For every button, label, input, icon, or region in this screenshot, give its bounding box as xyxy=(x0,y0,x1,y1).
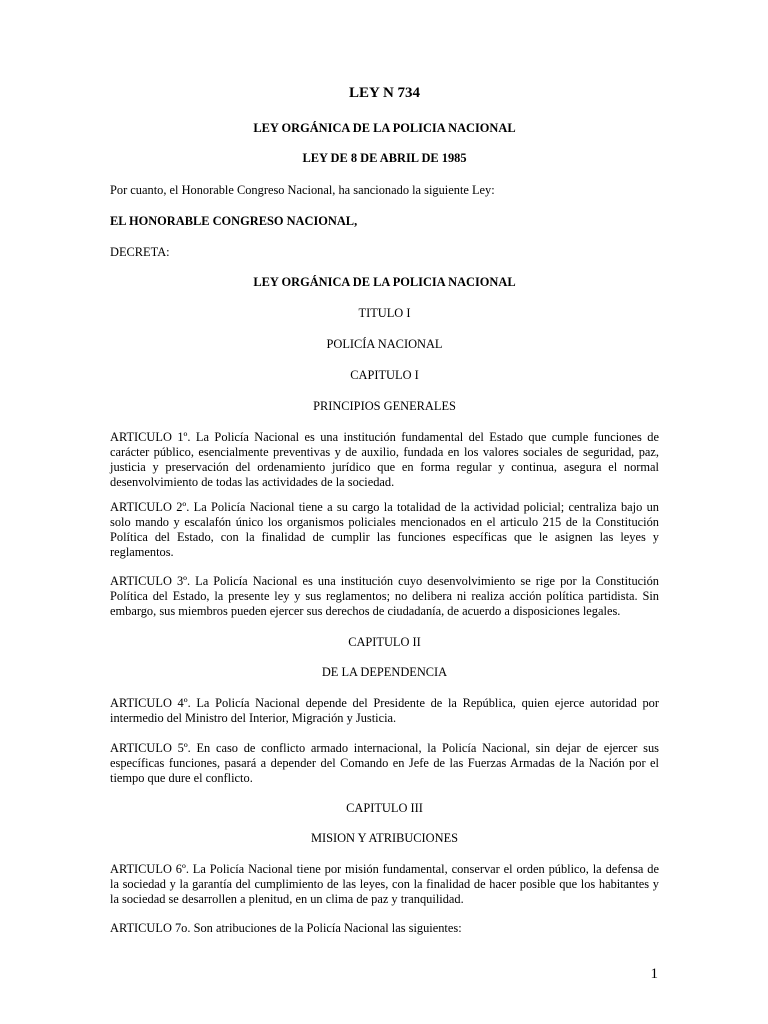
articulo-5: ARTICULO 5º. En caso de conflicto armado internacional, la Policía Nacional, sin dejar de ejercer sus específicas funciones, pasará a depender del Comando en Jefe de las Fuerzas Armadas de la Nación por el tiempo que dure el conflicto. xyxy=(110,741,659,785)
congress-heading: EL HONORABLE CONGRESO NACIONAL, xyxy=(110,214,358,228)
capitulo-3-heading: CAPITULO III xyxy=(346,801,423,815)
articulo-1: ARTICULO 1º. La Policía Nacional es una institución fundamental del Estado que cumple funciones de carácter público, esencialmente preventivas y de auxilio, fundada en los valores sociales de seguridad, paz, justicia y preservación del ordenamiento jurídico que en forma regular y continua, asegura el normal desenvolvimiento de todas las actividades de la sociedad. xyxy=(110,430,659,489)
preamble: Por cuanto, el Honorable Congreso Nacional, ha sancionado la siguiente Ley: xyxy=(110,183,495,197)
capitulo-1-heading: CAPITULO I xyxy=(350,368,419,382)
page-number: 1 xyxy=(650,966,658,982)
capitulo-2-name: DE LA DEPENDENCIA xyxy=(321,665,448,679)
capitulo-1-name: PRINCIPIOS GENERALES xyxy=(313,399,456,413)
articulo-4: ARTICULO 4º. La Policía Nacional depende del Presidente de la República, quien ejerce autoridad por intermedio del Ministro del Interior, Migración y Justicia. xyxy=(110,696,659,725)
articulo-3: ARTICULO 3º. La Policía Nacional es una institución cuyo desenvolvimiento se rige por la Constitución Política del Estado, la presente ley y sus reglamentos; no delibera ni realiza acción política partidista. Sin embargo, sus miembros pueden ejercer sus derechos de ciudadanía, de acuerdo a disposiciones legales. xyxy=(110,574,659,618)
articulo-2: ARTICULO 2º. La Policía Nacional tiene a su cargo la totalidad de la actividad policial; centraliza bajo un solo mando y escalafón único los organismos policiales mencionados en el articulo 215 de la Constitución Política del Estado, con la finalidad de cumplir las funciones específicas que le asignen las leyes y reglamentos. xyxy=(110,500,659,559)
articulo-6: ARTICULO 6º. La Policía Nacional tiene por misión fundamental, conservar el orden público, la defensa de la sociedad y la garantía del cumplimiento de las leyes, con la finalidad de hacer posible que los habitantes y la sociedad se desarrollen a plenitud, en un clima de paz y tranquilidad. xyxy=(110,862,659,906)
capitulo-2-heading: CAPITULO II xyxy=(348,635,421,649)
titulo-heading: TITULO I xyxy=(358,306,411,320)
law-heading: LEY ORGÁNICA DE LA POLICIA NACIONAL xyxy=(253,275,516,289)
document-title: LEY N 734 xyxy=(348,85,421,101)
decreta: DECRETA: xyxy=(110,245,170,259)
titulo-name: POLICÍA NACIONAL xyxy=(326,337,443,351)
articulo-7: ARTICULO 7o. Son atribuciones de la Policía Nacional las siguientes: xyxy=(110,921,462,935)
capitulo-3-name: MISION Y ATRIBUCIONES xyxy=(310,831,459,845)
document-subtitle: LEY ORGÁNICA DE LA POLICIA NACIONAL xyxy=(253,121,516,135)
date-line: LEY DE 8 DE ABRIL DE 1985 xyxy=(302,151,467,165)
